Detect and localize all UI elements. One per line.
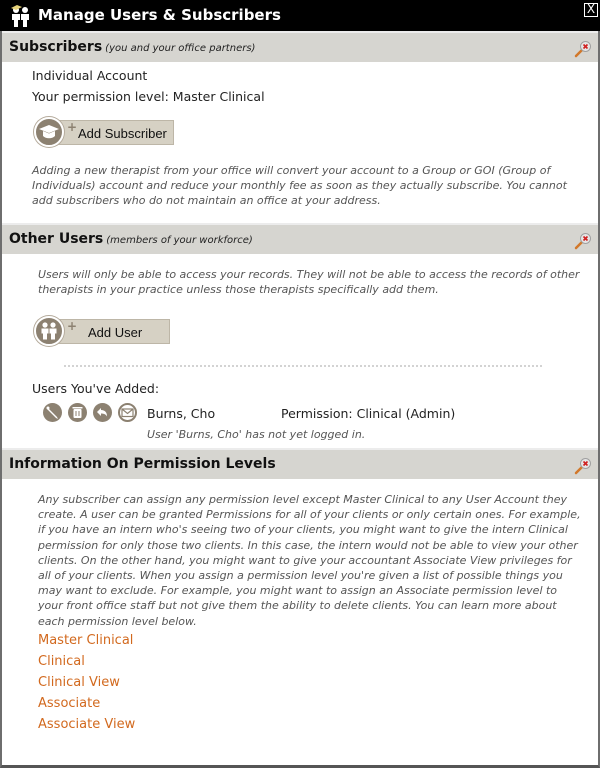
title-bar — [0, 0, 600, 31]
subscribers-title — [9, 39, 255, 55]
other-users-note: Users will only be able to access your records. They will not be able to access the records of other therapists in your practice unless those therapists specifically add them. — [38, 268, 580, 297]
other-users-title — [9, 231, 253, 247]
users-logo-icon — [8, 4, 32, 28]
other-users-subtitle: (members of your workforce) — [106, 235, 253, 246]
permission-link-master-clinical[interactable]: Master Clinical — [38, 633, 134, 648]
divider — [64, 365, 542, 367]
permission-link-associate-view[interactable]: Associate View — [38, 717, 136, 732]
permission-link-clinical[interactable]: Clinical — [38, 654, 85, 669]
add-subscriber-bar — [56, 120, 174, 145]
add-user-bar — [56, 319, 170, 344]
trash-icon[interactable] — [68, 403, 87, 422]
window-title: Manage Users & Subscribers — [38, 6, 281, 24]
subscribers-note: Adding a new therapist from your office will convert your account to a Group or GOI (Group of Individuals) account and reduce your monthly fee as soon as they actually subscribe. You cannot add subscribers who do not maintain an office at your address. — [32, 164, 567, 208]
permission-info-title: Information On Permission Levels — [9, 456, 276, 472]
subscribers-title-text: Subscribers — [9, 39, 103, 55]
permission-level: Your permission level: Master Clinical — [32, 89, 265, 104]
permission-link-associate[interactable]: Associate — [38, 696, 101, 711]
users-added-heading: Users You've Added: — [32, 381, 160, 396]
collapse-section-icon[interactable] — [574, 232, 592, 250]
collapse-section-icon[interactable] — [574, 457, 592, 475]
permission-info-section-header[interactable] — [2, 448, 598, 479]
users-icon — [34, 316, 64, 346]
add-user-label: Add User — [88, 325, 143, 340]
add-user-button[interactable] — [34, 316, 174, 346]
other-users-section-header[interactable] — [2, 223, 598, 254]
collapse-section-icon[interactable] — [574, 40, 592, 58]
edit-icon[interactable] — [43, 403, 62, 422]
other-users-title-text: Other Users — [9, 231, 104, 247]
mail-icon[interactable] — [118, 403, 137, 422]
account-type: Individual Account — [32, 68, 148, 83]
user-permission: Permission: Clinical (Admin) — [281, 406, 456, 421]
add-subscriber-label: Add Subscriber — [78, 126, 167, 141]
permission-info-note: Any subscriber can assign any permission level except Master Clinical to any User Account they create. A user can be granted Permissions for all of your clients or only certain ones. For example, if you have an intern who's seeing two of your clients, you might want to give the intern Clinical permission for only those two clients. In this case, the intern would not be able to view your other clients. On the other hand, you might want to give your accountant Associate View privileges for all of your clients. When you assign a permission level you're given a list of possible things you may want to exclude. For example, you might want to assign an Associate permission level to your front office staff but not give them the ability to delete clients. You can learn more about each permission level below. — [38, 493, 581, 628]
user-status: User 'Burns, Cho' has not yet logged in. — [147, 428, 366, 441]
plus-icon: + — [67, 120, 78, 134]
subscribers-subtitle: (you and your office partners) — [105, 43, 256, 54]
undo-icon[interactable] — [93, 403, 112, 422]
graduation-cap-icon — [34, 117, 64, 147]
add-subscriber-button[interactable] — [34, 117, 174, 147]
user-name[interactable]: Burns, Cho — [147, 406, 216, 421]
close-button[interactable]: X — [584, 3, 598, 17]
plus-icon: + — [67, 319, 78, 333]
subscribers-section-header[interactable] — [2, 31, 598, 62]
permission-link-clinical-view[interactable]: Clinical View — [38, 675, 120, 690]
